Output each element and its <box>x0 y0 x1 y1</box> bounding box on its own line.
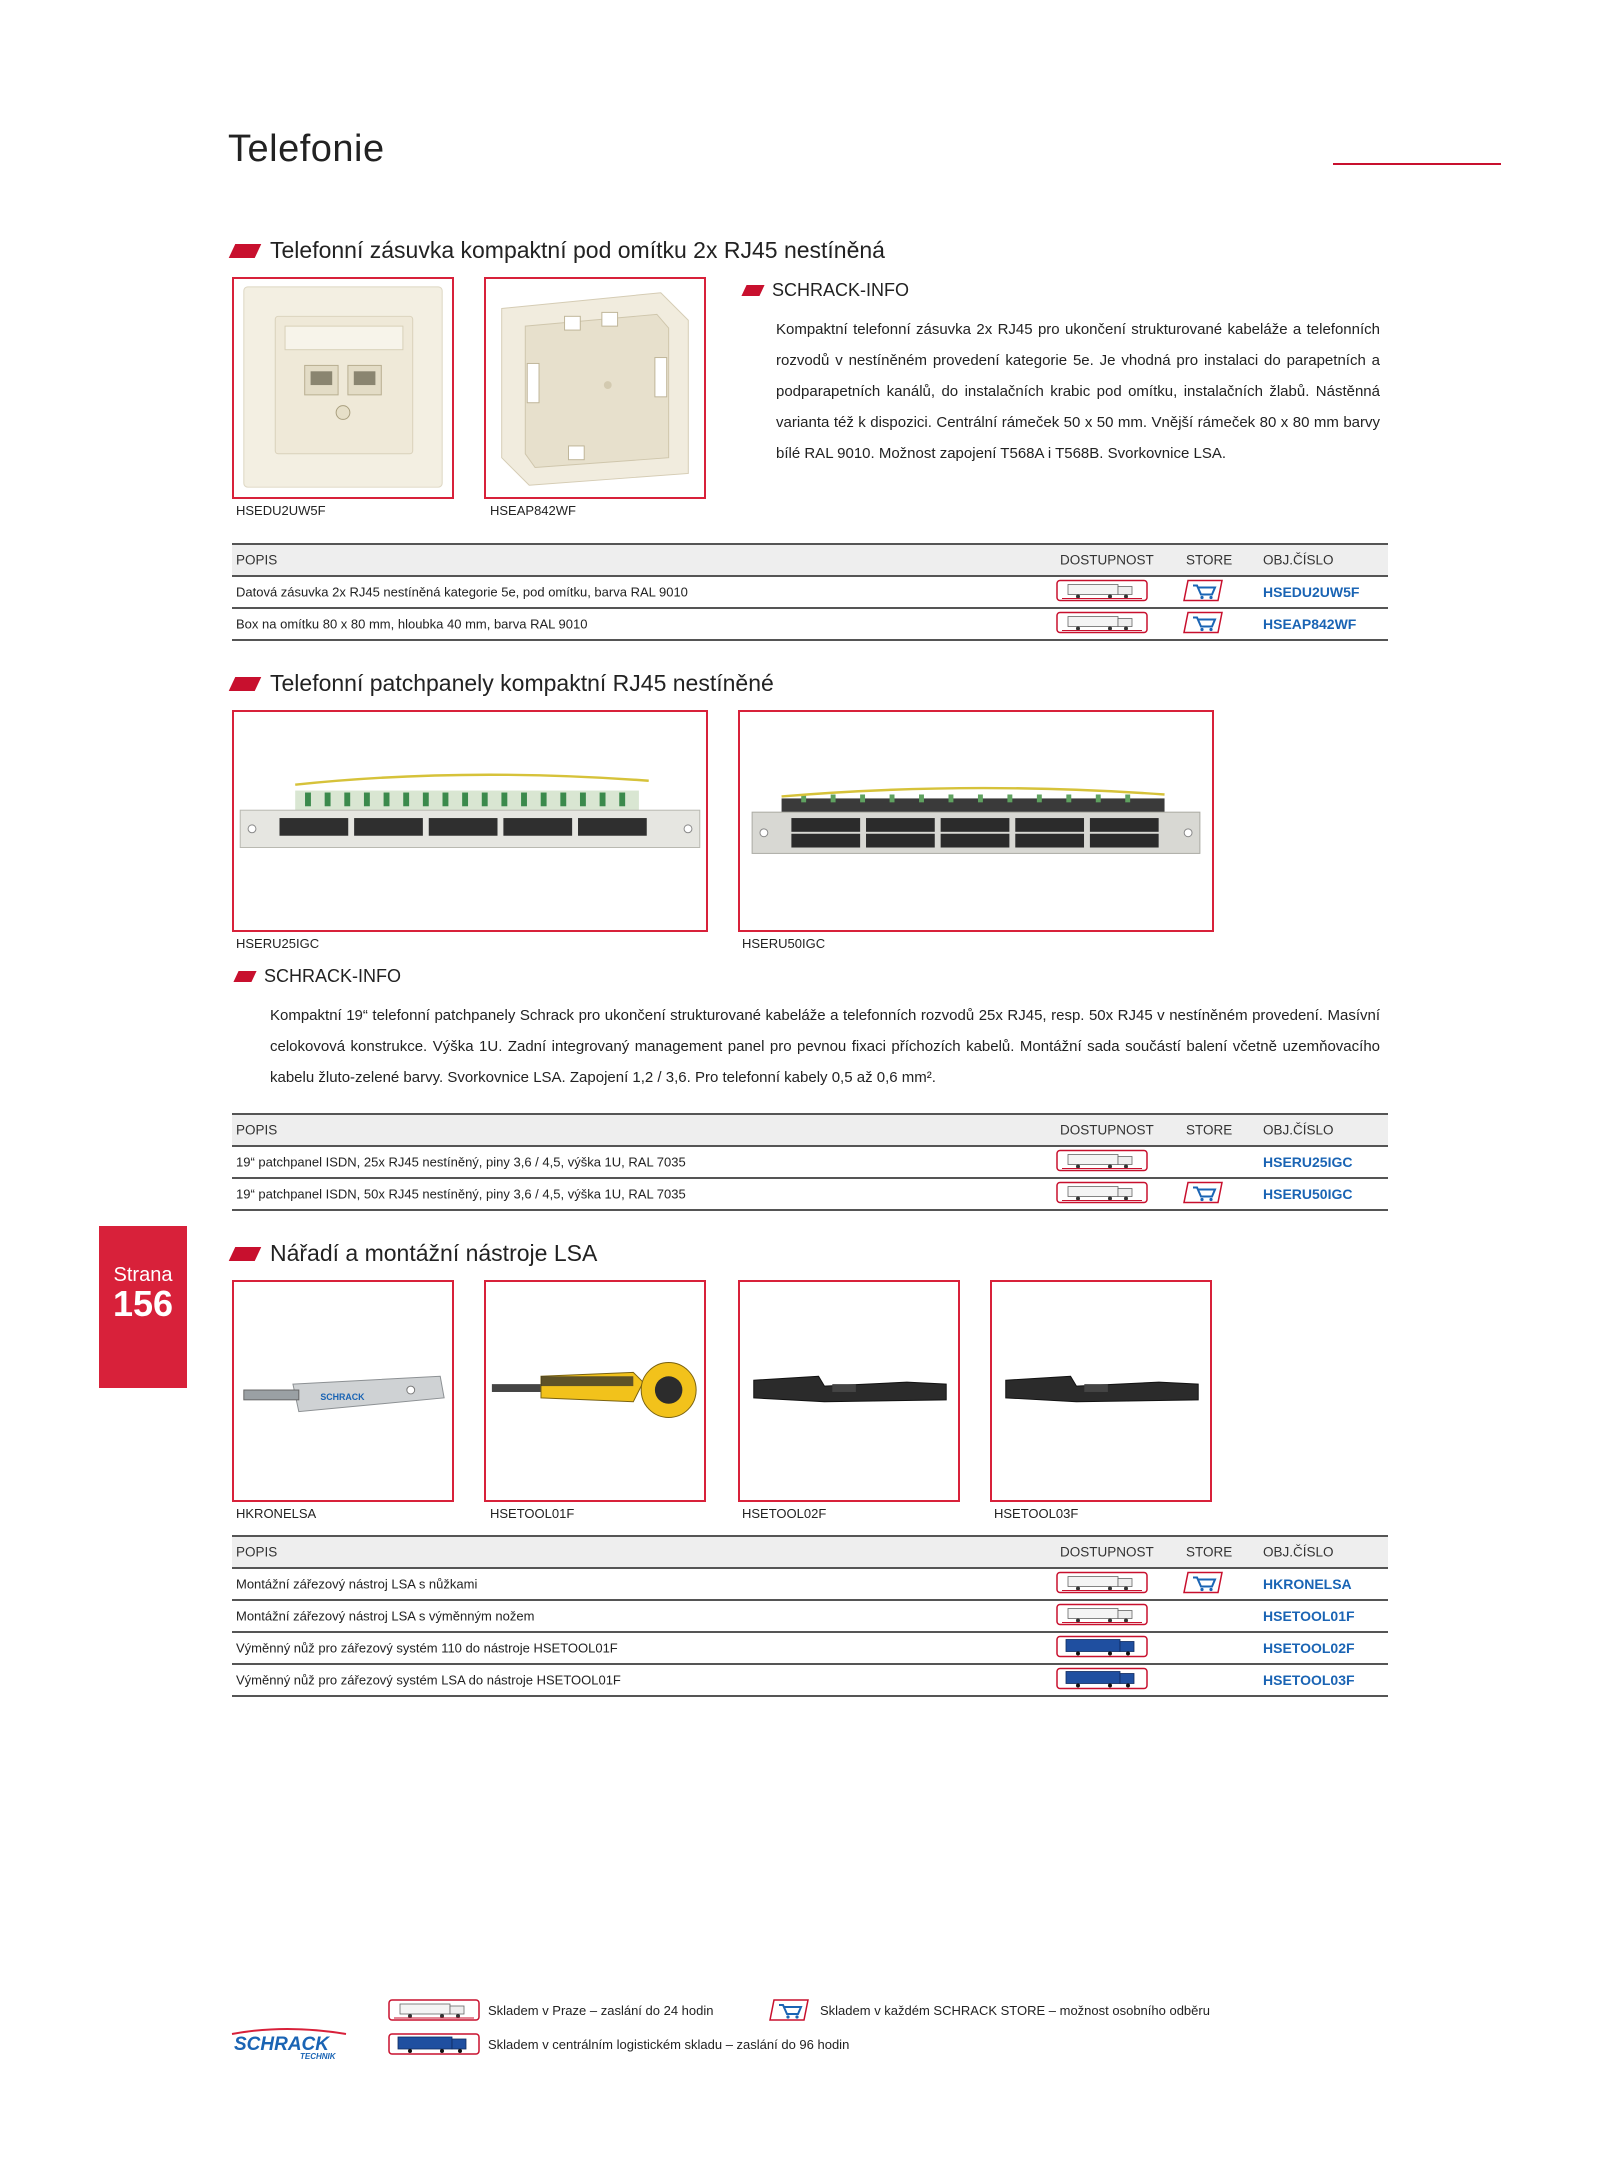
sku-label: HSEAP842WF <box>490 503 576 518</box>
truck-white-icon <box>1056 1571 1148 1598</box>
info-heading <box>744 280 909 301</box>
product-code[interactable]: HSEAP842WF <box>1263 616 1357 632</box>
truck-white-icon <box>1056 579 1148 606</box>
info-heading <box>236 966 401 987</box>
header-obj-cislo: OBJ.ČÍSLO <box>1263 1544 1334 1560</box>
header-obj-cislo: OBJ.ČÍSLO <box>1263 1122 1334 1138</box>
info-text: Kompaktní 19“ telefonní patchpanely Schrack pro ukončení strukturované kabeláže a telefonních rozvodů 25x RJ45, resp. 50x RJ45 v nestíněném provedení. Masívní celokovová konstrukce. Výška 1U. Zadní integrovaný management panel pro pevnou fixaci příchozích kabelů. Montážní sada součástí balení včetně uzemňovacího kabelu žluto-zelené barvy. Svorkovnice LSA. Zapojení 1,2 / 3,6. Pro telefonní kabely 0,5 až 0,6 mm². <box>270 1007 1380 1086</box>
truck-blue-icon <box>1056 1667 1148 1694</box>
page-title: Telefonie <box>228 128 385 170</box>
header-dostupnost: DOSTUPNOST <box>1060 1122 1154 1138</box>
legend-store <box>768 1998 1210 2022</box>
row-description: Výměnný nůž pro zářezový systém 110 do nástroje HSETOOL01F <box>236 1640 618 1656</box>
product-image-patchpanel-25 <box>232 710 708 932</box>
product-table <box>232 1535 1388 1697</box>
table-row <box>232 1179 1388 1211</box>
sku-label: HKRONELSA <box>236 1506 317 1521</box>
table-row <box>232 609 1388 641</box>
title-rule <box>1333 163 1501 165</box>
product-code[interactable]: HSETOOL02F <box>1263 1640 1355 1656</box>
bullet-icon <box>233 971 256 982</box>
product-code[interactable]: HSETOOL01F <box>1263 1608 1355 1624</box>
table-row <box>232 1569 1388 1601</box>
header-popis: POPIS <box>236 552 278 568</box>
legend-blue-truck-text: Skladem v centrálním logistickém skladu – zaslání do 96 hodin <box>488 2036 850 2052</box>
product-image-yellow-tool <box>484 1280 706 1502</box>
row-description: Datová zásuvka 2x RJ45 nestíněná kategorie 5e, pod omítku, barva RAL 9010 <box>236 584 688 600</box>
store-cart-icon <box>1182 1571 1224 1598</box>
product-code[interactable]: HSERU50IGC <box>1263 1186 1353 1202</box>
bullet-icon <box>229 677 262 691</box>
product-image-blade-lsa <box>990 1280 1212 1502</box>
sku-label: HSERU50IGC <box>742 936 826 951</box>
product-image-socket <box>232 277 454 499</box>
table-header <box>232 1113 1388 1147</box>
truck-white-icon <box>1056 611 1148 638</box>
store-cart-icon <box>1182 579 1224 606</box>
product-image-box <box>484 277 706 499</box>
bullet-icon <box>741 285 764 296</box>
sku-label: HSETOOL02F <box>742 1506 827 1521</box>
product-image-krone-tool <box>232 1280 454 1502</box>
header-store: STORE <box>1186 1544 1233 1560</box>
row-description: 19“ patchpanel ISDN, 50x RJ45 nestíněný, piny 3,6 / 4,5, výška 1U, RAL 7035 <box>236 1186 686 1202</box>
page-number: 156 <box>112 1283 174 1324</box>
store-cart-icon <box>1182 1181 1224 1208</box>
sku-label: HSETOOL03F <box>994 1506 1079 1521</box>
info-heading-text: SCHRACK-INFO <box>264 966 402 986</box>
header-popis: POPIS <box>236 1544 278 1560</box>
row-description: Box na omítku 80 x 80 mm, hloubka 40 mm, barva RAL 9010 <box>236 616 588 632</box>
row-description: 19“ patchpanel ISDN, 25x RJ45 nestíněný, piny 3,6 / 4,5, výška 1U, RAL 7035 <box>236 1154 686 1170</box>
row-description: Výměnný nůž pro zářezový systém LSA do nástroje HSETOOL01F <box>236 1672 621 1688</box>
section-heading-text: Telefonní patchpanely kompaktní RJ45 nestíněné <box>270 670 774 696</box>
legend-white-truck <box>388 1998 713 2022</box>
header-popis: POPIS <box>236 1122 278 1138</box>
header-store: STORE <box>1186 552 1233 568</box>
row-description: Montážní zářezový nástroj LSA s nůžkami <box>236 1576 478 1592</box>
table-header <box>232 1535 1388 1569</box>
truck-white-icon <box>1056 1149 1148 1176</box>
truck-white-icon <box>1056 1181 1148 1208</box>
sku-label: HSETOOL01F <box>490 1506 575 1521</box>
section-heading <box>232 1240 597 1267</box>
table-row <box>232 1633 1388 1665</box>
table-header <box>232 543 1388 577</box>
schrack-logo <box>226 2026 350 2062</box>
header-dostupnost: DOSTUPNOST <box>1060 1544 1154 1560</box>
svg-text:SCHRACK: SCHRACK <box>320 1391 365 1402</box>
legend-white-truck-text: Skladem v Praze – zaslání do 24 hodin <box>488 2002 714 2018</box>
bullet-icon <box>229 1247 262 1261</box>
header-obj-cislo: OBJ.ČÍSLO <box>1263 552 1334 568</box>
product-image-blade-110 <box>738 1280 960 1502</box>
product-code[interactable]: HSETOOL03F <box>1263 1672 1355 1688</box>
table-row <box>232 1665 1388 1697</box>
table-row <box>232 577 1388 609</box>
store-cart-icon <box>768 1998 810 2022</box>
table-row <box>232 1601 1388 1633</box>
section-heading <box>232 237 885 264</box>
product-code[interactable]: HSERU25IGC <box>1263 1154 1353 1170</box>
info-heading-text: SCHRACK-INFO <box>772 280 910 300</box>
product-code[interactable]: HSEDU2UW5F <box>1263 584 1360 600</box>
truck-white-icon <box>1056 1603 1148 1630</box>
truck-blue-icon <box>388 2032 480 2056</box>
truck-white-icon <box>388 1998 480 2022</box>
logo-subtext: TECHNIK <box>300 2052 336 2061</box>
sku-label: HSERU25IGC <box>236 936 320 951</box>
section-heading-text: Nářadí a montážní nástroje LSA <box>270 1240 598 1266</box>
header-dostupnost: DOSTUPNOST <box>1060 552 1154 568</box>
product-table <box>232 543 1388 641</box>
legend-store-text: Skladem v každém SCHRACK STORE – možnost osobního odběru <box>820 2002 1210 2018</box>
row-description: Montážní zářezový nástroj LSA s výměnným nožem <box>236 1608 535 1624</box>
section-heading <box>232 670 774 697</box>
info-text: Kompaktní telefonní zásuvka 2x RJ45 pro ukončení strukturované kabeláže a telefonních rozvodů v nestíněném provedení kategorie 5e. Je vhodná pro instalaci do parapetních a podparapetních kanálů, do instalačních krabic pod omítku, instalačních žlabů. Nástěnná varianta též k dispozici. Centrální rámeček 50 x 50 mm. Vnější rámeček 80 x 80 mm barvy bílé RAL 9010. Možnost zapojení T568A i T568B. Svorkovnice LSA. <box>776 321 1380 462</box>
page-tab-label: Strana <box>113 1264 173 1286</box>
truck-blue-icon <box>1056 1635 1148 1662</box>
page-number-tab <box>99 1226 187 1388</box>
section-heading-text: Telefonní zásuvka kompaktní pod omítku 2x RJ45 nestíněná <box>270 237 885 263</box>
product-table <box>232 1113 1388 1211</box>
store-cart-icon <box>1182 611 1224 638</box>
table-row <box>232 1147 1388 1179</box>
product-image-patchpanel-50 <box>738 710 1214 932</box>
product-code[interactable]: HKRONELSA <box>1263 1576 1352 1592</box>
bullet-icon <box>229 244 262 258</box>
sku-label: HSEDU2UW5F <box>236 503 326 518</box>
logo-text: SCHRACK <box>234 2034 329 2055</box>
legend-blue-truck <box>388 2032 849 2056</box>
header-store: STORE <box>1186 1122 1233 1138</box>
